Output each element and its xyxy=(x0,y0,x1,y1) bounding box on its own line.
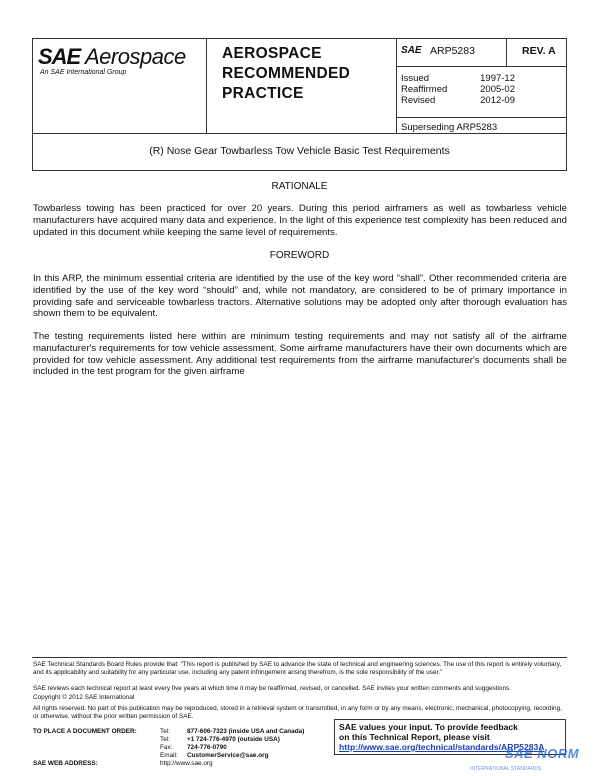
header-divider xyxy=(506,38,507,66)
contact-row xyxy=(160,752,304,760)
contact-label: Tel: xyxy=(160,736,170,743)
date-label: Issued xyxy=(401,73,429,84)
superseding-note: Superseding ARP5283 xyxy=(401,122,498,133)
aerospace-logo-text: Aerospace xyxy=(85,44,186,69)
feedback-text: SAE values your input. To provide feedback xyxy=(339,722,518,732)
rationale-heading: RATIONALE xyxy=(271,181,328,192)
date-label: Revised xyxy=(401,95,436,106)
foreword-paragraph: The testing requirements listed here within are minimum testing requirements and may not satisfy all of the airframe manufacturer's requirements for tow vehicle assessment. Some airframe manufacturers have their own documents which are provided for tow vehicle assessment. Any additional test requirements from the airframe manufacturer's documents shall be included in the test program for the given airframe xyxy=(33,331,567,378)
footer-rights: All rights reserved. No part of this publication may be reproduced, stored in a retrieval system or transmitted, in any form or by any means, electronic, mechanical, photocopying, recording, or otherwise, without the prior written permission of SAE. xyxy=(33,705,562,720)
logo-subtitle: An SAE International Group xyxy=(40,69,127,76)
doc-type-line: AEROSPACE xyxy=(222,45,322,62)
header-divider xyxy=(396,38,397,134)
web-address-link[interactable]: http://www.sae.org xyxy=(160,760,213,767)
footer-review: SAE reviews each technical report at least every five years at which time it may be reaffirmed, revised, or cancelled. SAE invites your written comments and suggestions. xyxy=(33,685,511,692)
header-divider xyxy=(206,38,207,134)
footer-policy: SAE Technical Standards Board Rules provide that: “This report is published by SAE to advance the state of technical and engineering sciences. The use of this report is entirely voluntary, and its applicability and suitability for any particular use, including any patent infringement arising therefrom, is the sole responsibility of the user.” xyxy=(33,661,562,676)
contact-value[interactable]: CustomerService@sae.org xyxy=(187,752,269,759)
sae-mini-logo: SAE xyxy=(401,45,422,56)
footer-rule xyxy=(32,657,567,658)
header-divider xyxy=(396,66,567,67)
document-number: ARP5283 xyxy=(430,45,475,57)
foreword-heading: FOREWORD xyxy=(269,250,330,261)
contact-row xyxy=(160,744,304,752)
doc-type-line: RECOMMENDED xyxy=(222,65,351,82)
date-value: 2012-09 xyxy=(480,95,515,106)
doc-type-line: PRACTICE xyxy=(222,85,304,102)
date-row xyxy=(401,73,515,84)
footer-copyright: Copyright © 2012 SAE International xyxy=(33,694,135,701)
document-type xyxy=(222,44,350,104)
contact-label: Tel: xyxy=(160,728,170,735)
document-title: (R) Nose Gear Towbarless Tow Vehicle Basic Test Requirements xyxy=(149,145,450,157)
order-label: TO PLACE A DOCUMENT ORDER: xyxy=(33,728,137,735)
contact-label: Email: xyxy=(160,752,178,759)
sae-logo: SAE xyxy=(38,44,81,69)
watermark-logo: SAE NORM xyxy=(505,746,580,761)
contact-label: Fax: xyxy=(160,744,173,751)
date-table xyxy=(401,73,515,106)
contact-list xyxy=(160,728,304,760)
contact-row xyxy=(160,736,304,744)
header-divider xyxy=(396,117,567,118)
date-label: Reaffirmed xyxy=(401,84,448,95)
contact-value: 877-606-7323 (inside USA and Canada) xyxy=(187,728,305,735)
feedback-text: on this Technical Report, please visit xyxy=(339,732,490,742)
contact-row xyxy=(160,728,304,736)
date-value: 1997-12 xyxy=(480,73,515,84)
foreword-paragraph: In this ARP, the minimum essential criteria are identified by the use of the key word “shall”. Other recommended criteria are identified by the use of the key word “should” and, while not mandatory, are considered to be of primary importance in providing safe and serviceable towbarless tractors. Alternative solutions may be adopted only after thorough evaluation has shown them to be equivalent. xyxy=(33,273,567,320)
date-row xyxy=(401,84,515,95)
revision-label: REV. A xyxy=(522,45,556,57)
date-value: 2005-02 xyxy=(480,84,515,95)
rationale-paragraph: Towbarless towing has been practiced for over 20 years. During this period airframers as well as towbarless vehicle manufacturers have acquired many data and experience. In the light of this experience test complexity has been reduced and updated in this document while keeping the same level of requirements. xyxy=(33,203,567,238)
contact-value: 724-776-0790 xyxy=(187,744,227,751)
web-address-label: SAE WEB ADDRESS: xyxy=(33,760,98,767)
date-row xyxy=(401,95,515,106)
watermark-subtitle: INTERNATIONAL STANDARDS xyxy=(470,766,542,772)
feedback-link[interactable]: http://www.sae.org/technical/standards/ARP5283A xyxy=(339,742,545,752)
contact-value: +1 724-776-4970 (outside USA) xyxy=(187,736,280,743)
